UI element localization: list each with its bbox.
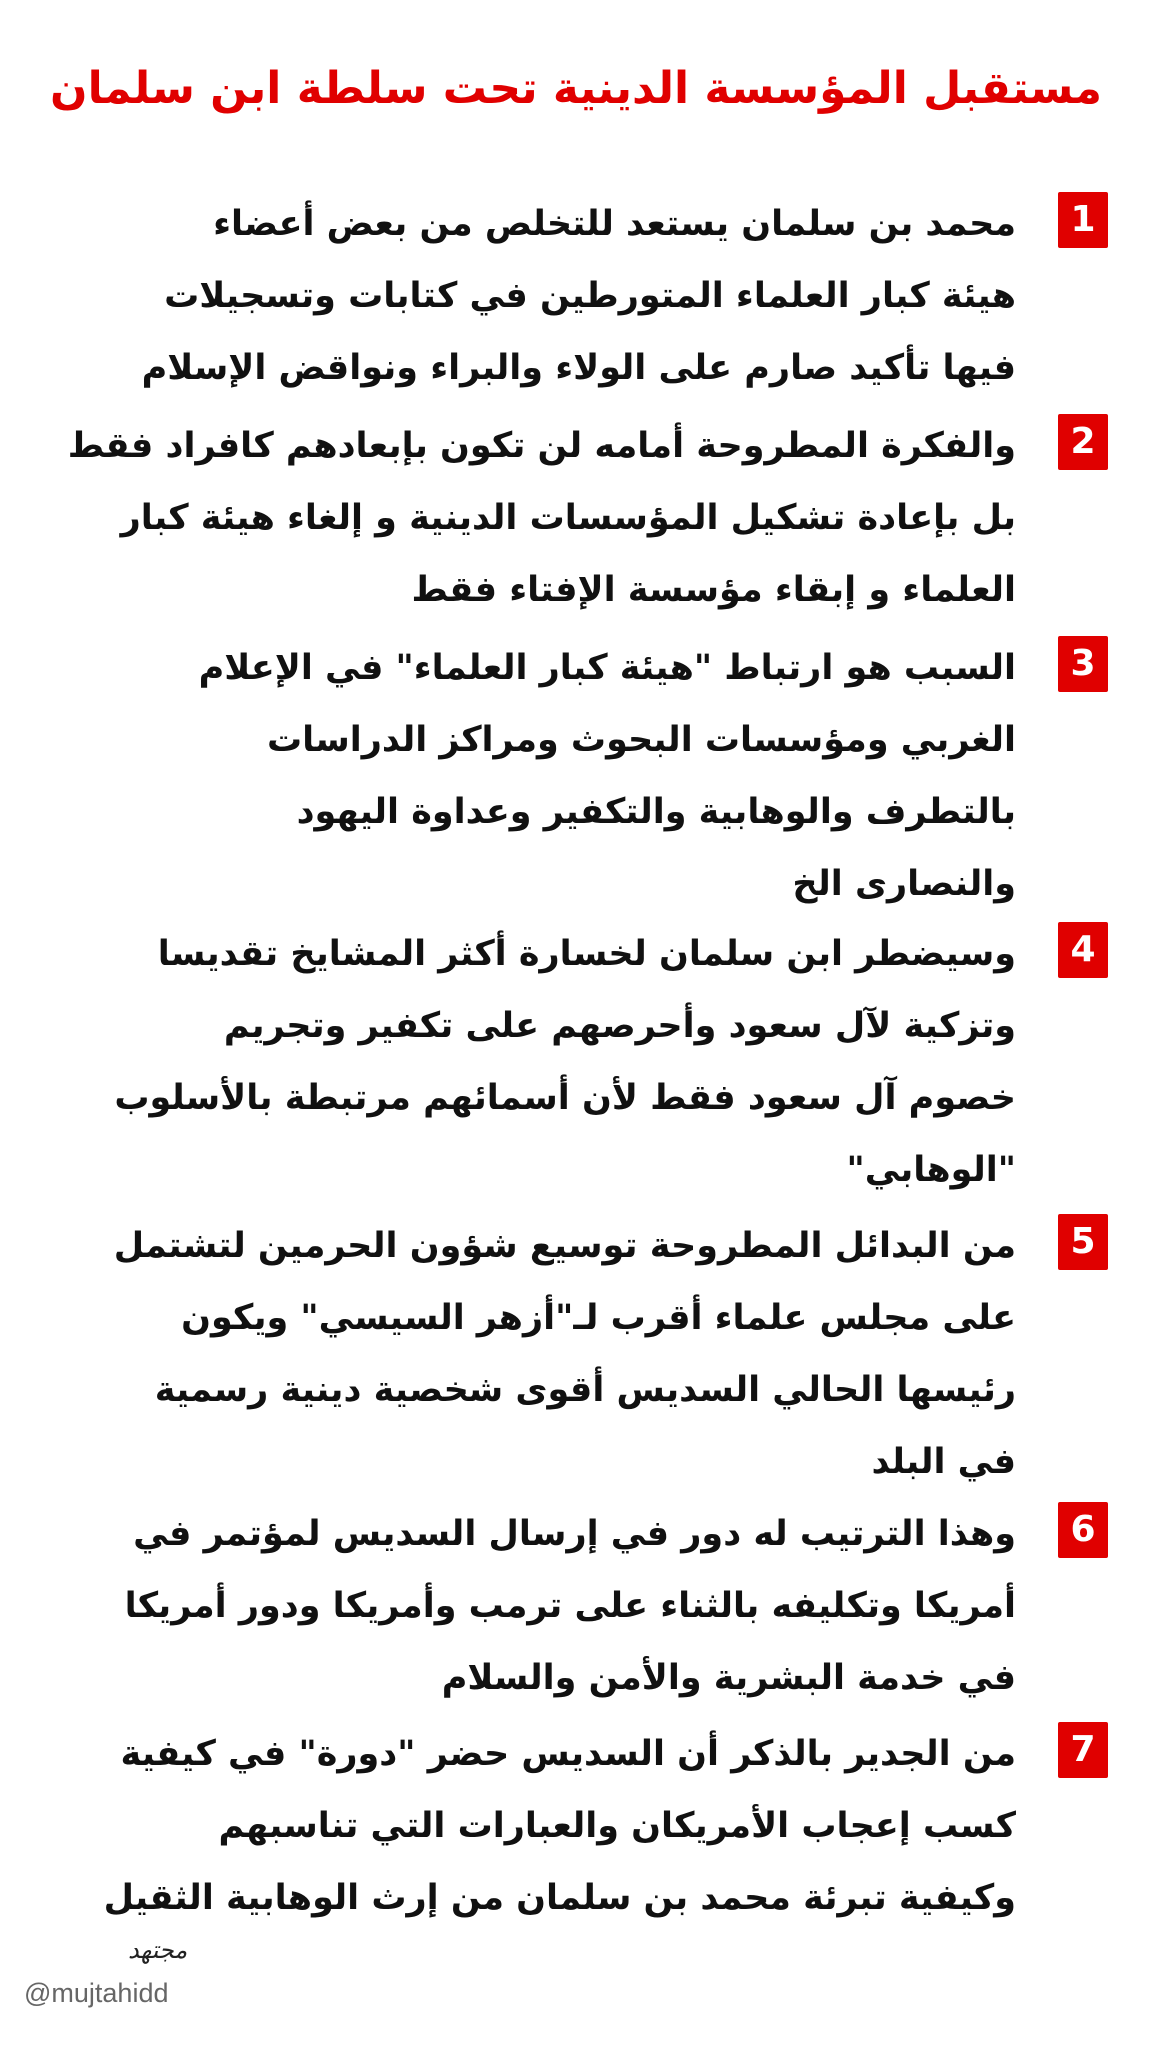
point-line: محمد بن سلمان يستعد للتخلص من بعض أعضاء: [213, 204, 1016, 244]
point-line: بل بإعادة تشكيل المؤسسات الدينية و إلغاء هيئة كبار: [120, 498, 1016, 538]
point-line: من البدائل المطروحة توسيع شؤون الحرمين لتشتمل: [113, 1226, 1016, 1266]
point-line: السبب هو ارتباط "هيئة كبار العلماء" في الإعلام: [198, 648, 1016, 688]
point-number-badge: 1: [1058, 192, 1108, 248]
point-text: [90, 1498, 1016, 1714]
point-line: "الوهابي": [846, 1150, 1016, 1190]
point-number-badge: 5: [1058, 1214, 1108, 1270]
point-number-badge: 4: [1058, 922, 1108, 978]
point-number-badge: 2: [1058, 414, 1108, 470]
point-line: من الجدير بالذكر أن السديس حضر "دورة" في كيفية: [120, 1734, 1016, 1774]
point-line: هيئة كبار العلماء المتورطين في كتابات وتسجيلات: [164, 276, 1016, 316]
point-line: أمريكا وتكليفه بالثناء على ترمب وأمريكا ودور أمريكا: [124, 1586, 1016, 1626]
author-handle: @mujtahidd: [24, 1978, 169, 2008]
point-number-badge: 3: [1058, 636, 1108, 692]
point-line: والنصارى الخ: [792, 864, 1016, 904]
point-line: خصوم آل سعود فقط لأن أسمائهم مرتبطة بالأسلوب: [114, 1078, 1016, 1118]
point-line: وهذا الترتيب له دور في إرسال السديس لمؤتمر في: [133, 1514, 1016, 1554]
point-line: العلماء و إبقاء مؤسسة الإفتاء فقط: [411, 570, 1016, 610]
point-line: في البلد: [871, 1442, 1016, 1482]
point-line: فيها تأكيد صارم على الولاء والبراء ونواقض الإسلام: [141, 348, 1016, 388]
point-text: [90, 918, 1016, 1206]
signature: مجتهد: [128, 1936, 188, 1964]
point-line: كسب إعجاب الأمريكان والعبارات التي تناسبهم: [218, 1806, 1016, 1846]
point-line: وكيفية تبرئة محمد بن سلمان من إرث الوهابية الثقيل: [103, 1878, 1016, 1918]
point-text: [90, 632, 1016, 920]
point-text: [90, 1210, 1016, 1498]
point-text: [90, 1718, 1016, 1934]
point-line: رئيسها الحالي السديس أقوى شخصية دينية رسمية: [154, 1370, 1016, 1410]
point-number-badge: 6: [1058, 1502, 1108, 1558]
point-line: على مجلس علماء أقرب لـ"أزهر السيسي" ويكون: [181, 1298, 1016, 1338]
point-line: وسيضطر ابن سلمان لخسارة أكثر المشايخ تقديسا: [157, 934, 1016, 974]
point-text: [90, 188, 1016, 404]
point-line: بالتطرف والوهابية والتكفير وعداوة اليهود: [296, 792, 1016, 832]
point-line: الغربي ومؤسسات البحوث ومراكز الدراسات: [267, 720, 1016, 760]
point-line: وتزكية لآل سعود وأحرصهم على تكفير وتجريم: [223, 1006, 1016, 1046]
page-title: مستقبل المؤسسة الدينية تحت سلطة ابن سلمان: [50, 63, 1102, 114]
point-line: والفكرة المطروحة أمامه لن تكون بإبعادهم كافراد فقط: [67, 426, 1016, 466]
point-number-badge: 7: [1058, 1722, 1108, 1778]
point-text: [67, 410, 1016, 626]
point-line: في خدمة البشرية والأمن والسلام: [441, 1658, 1016, 1698]
